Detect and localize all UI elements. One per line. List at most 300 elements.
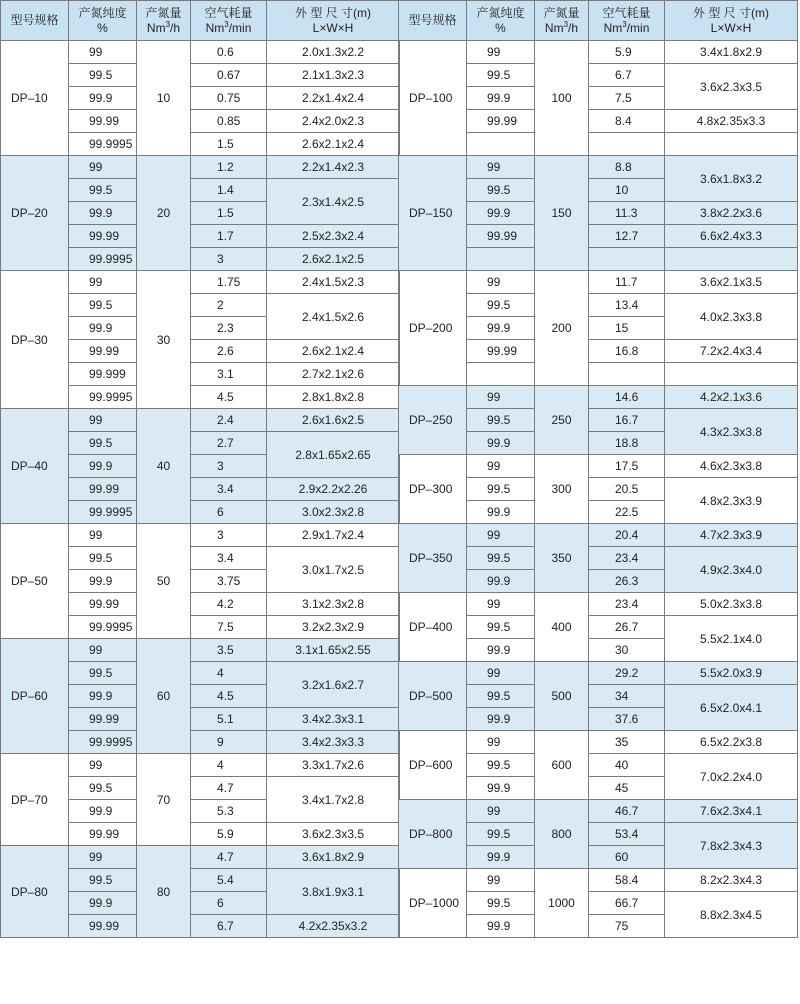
- model-cell: DP–100: [399, 41, 467, 156]
- model-group: [1, 846, 400, 938]
- dimensions-cell: 3.6x2.3x3.5: [267, 823, 400, 846]
- purity-cell: 99.9995: [69, 133, 137, 156]
- model-cell: DP–200: [399, 271, 467, 386]
- header-air: 空气耗量 Nm$^3$/min: [191, 1, 267, 41]
- dimensions-cell: 3.0x1.7x2.5: [267, 547, 400, 593]
- dimensions-cell: 2.6x1.6x2.5: [267, 409, 400, 432]
- purity-cell: 99.5: [69, 64, 137, 87]
- purity-cell: 99.9: [467, 708, 535, 731]
- air-consumption-cell: 75: [589, 915, 665, 938]
- header-purity: 产氮纯度 %: [69, 1, 137, 41]
- dimensions-cell: 2.6x2.1x2.4: [267, 340, 400, 363]
- purity-cell: 99: [467, 271, 535, 294]
- air-consumption-cell: 0.75: [191, 87, 267, 110]
- dimensions-cell: 5.5x2.1x4.0: [665, 616, 798, 662]
- dimensions-cell: 3.2x2.3x2.9: [267, 616, 400, 639]
- purity-cell: 99.99: [69, 915, 137, 938]
- purity-cell: 99: [467, 524, 535, 547]
- purity-cell: 99: [69, 271, 137, 294]
- table-row: [399, 524, 798, 547]
- model-group: [1, 524, 400, 639]
- purity-cell: 99.99: [467, 110, 535, 133]
- purity-cell: 99.9995: [69, 248, 137, 271]
- purity-cell: 99.99: [69, 823, 137, 846]
- dimensions-cell: [665, 363, 798, 386]
- table-row: [1, 524, 400, 547]
- purity-cell: 99.5: [69, 179, 137, 202]
- air-consumption-cell: 3.4: [191, 478, 267, 501]
- dimensions-cell: 4.7x2.3x3.9: [665, 524, 798, 547]
- dimensions-cell: 2.1x1.3x2.3: [267, 64, 400, 87]
- dimensions-cell: 4.2x2.35x3.2: [267, 915, 400, 938]
- air-consumption-cell: [589, 363, 665, 386]
- model-group: [1, 41, 400, 156]
- purity-cell: 99.9: [467, 846, 535, 869]
- purity-cell: 99: [69, 41, 137, 64]
- model-group: [1, 156, 400, 271]
- dimensions-cell: 3.0x2.3x2.8: [267, 501, 400, 524]
- dimensions-cell: 3.1x1.65x2.55: [267, 639, 400, 662]
- flow-cell: 70: [137, 754, 191, 846]
- air-consumption-cell: 2.4: [191, 409, 267, 432]
- air-consumption-cell: 3.5: [191, 639, 267, 662]
- air-consumption-cell: 11.3: [589, 202, 665, 225]
- header-model: 型号规格: [1, 1, 69, 41]
- air-consumption-cell: 2.7: [191, 432, 267, 455]
- dimensions-cell: 2.0x1.3x2.2: [267, 41, 400, 64]
- purity-cell: 99.5: [467, 179, 535, 202]
- air-consumption-cell: 17.5: [589, 455, 665, 478]
- air-consumption-cell: 34: [589, 685, 665, 708]
- dimensions-cell: 3.4x2.3x3.1: [267, 708, 400, 731]
- purity-cell: 99.9: [467, 777, 535, 800]
- purity-cell: 99: [467, 800, 535, 823]
- air-consumption-cell: 1.7: [191, 225, 267, 248]
- dimensions-cell: 2.2x1.4x2.4: [267, 87, 400, 110]
- flow-cell: 200: [535, 271, 589, 386]
- model-cell: DP–10: [1, 41, 69, 156]
- air-consumption-cell: 1.5: [191, 202, 267, 225]
- air-consumption-cell: 40: [589, 754, 665, 777]
- dimensions-cell: 3.8x1.9x3.1: [267, 869, 400, 915]
- purity-cell: 99.9: [467, 639, 535, 662]
- flow-cell: 250: [535, 386, 589, 455]
- air-consumption-cell: 23.4: [589, 547, 665, 570]
- header-purity: 产氮纯度 %: [467, 1, 535, 41]
- air-consumption-cell: 4: [191, 662, 267, 685]
- purity-cell: [467, 133, 535, 156]
- air-consumption-cell: 15: [589, 317, 665, 340]
- air-consumption-cell: 8.8: [589, 156, 665, 179]
- dimensions-cell: 3.4x2.3x3.3: [267, 731, 400, 754]
- air-consumption-cell: 0.6: [191, 41, 267, 64]
- dimensions-cell: [665, 248, 798, 271]
- air-consumption-cell: 14.6: [589, 386, 665, 409]
- purity-cell: 99.9995: [69, 501, 137, 524]
- purity-cell: 99.9: [467, 915, 535, 938]
- model-cell: DP–20: [1, 156, 69, 271]
- dimensions-cell: 6.5x2.0x4.1: [665, 685, 798, 731]
- flow-cell: 20: [137, 156, 191, 271]
- air-consumption-cell: 2.3: [191, 317, 267, 340]
- purity-cell: 99.5: [467, 892, 535, 915]
- dimensions-cell: 3.4x1.7x2.8: [267, 777, 400, 823]
- air-consumption-cell: 2.6: [191, 340, 267, 363]
- model-group: [1, 754, 400, 846]
- model-cell: DP–60: [1, 639, 69, 754]
- purity-cell: 99.5: [467, 478, 535, 501]
- air-consumption-cell: 1.4: [191, 179, 267, 202]
- flow-cell: 150: [535, 156, 589, 271]
- air-consumption-cell: 26.3: [589, 570, 665, 593]
- purity-cell: 99.5: [467, 754, 535, 777]
- dimensions-cell: 7.2x2.4x3.4: [665, 340, 798, 363]
- table-row: [1, 639, 400, 662]
- air-consumption-cell: 7.5: [589, 87, 665, 110]
- purity-cell: 99.9995: [69, 731, 137, 754]
- header-model: 型号规格: [399, 1, 467, 41]
- model-group: [399, 662, 798, 731]
- air-consumption-cell: 1.75: [191, 271, 267, 294]
- purity-cell: 99.9: [69, 202, 137, 225]
- air-consumption-cell: 13.4: [589, 294, 665, 317]
- dimensions-cell: 2.8x1.65x2.65: [267, 432, 400, 478]
- air-consumption-cell: 20.4: [589, 524, 665, 547]
- air-consumption-cell: 3.4: [191, 547, 267, 570]
- purity-cell: 99.9: [69, 317, 137, 340]
- purity-cell: 99: [467, 593, 535, 616]
- flow-cell: 40: [137, 409, 191, 524]
- air-consumption-cell: 2: [191, 294, 267, 317]
- air-consumption-cell: 7.5: [191, 616, 267, 639]
- dimensions-cell: 3.6x2.1x3.5: [665, 271, 798, 294]
- model-group: [399, 455, 798, 524]
- purity-cell: 99.99: [69, 340, 137, 363]
- purity-cell: 99.9: [467, 202, 535, 225]
- spec-table-left-panel: [0, 0, 400, 998]
- air-consumption-cell: 60: [589, 846, 665, 869]
- purity-cell: 99.9: [69, 800, 137, 823]
- table-row: [1, 846, 400, 869]
- dimensions-cell: 4.6x2.3x3.8: [665, 455, 798, 478]
- purity-cell: 99: [467, 41, 535, 64]
- flow-cell: 80: [137, 846, 191, 938]
- purity-cell: 99.5: [467, 409, 535, 432]
- dimensions-cell: 4.9x2.3x4.0: [665, 547, 798, 593]
- purity-cell: 99: [467, 455, 535, 478]
- air-consumption-cell: 35: [589, 731, 665, 754]
- air-consumption-cell: 3: [191, 455, 267, 478]
- purity-cell: [467, 248, 535, 271]
- model-group: [1, 271, 400, 409]
- air-consumption-cell: 0.67: [191, 64, 267, 87]
- purity-cell: 99.9: [69, 455, 137, 478]
- dimensions-cell: 4.0x2.3x3.8: [665, 294, 798, 340]
- table-row: [399, 869, 798, 892]
- purity-cell: 99.5: [467, 616, 535, 639]
- air-consumption-cell: 3: [191, 248, 267, 271]
- air-consumption-cell: 29.2: [589, 662, 665, 685]
- air-consumption-cell: 26.7: [589, 616, 665, 639]
- dimensions-cell: 7.6x2.3x4.1: [665, 800, 798, 823]
- flow-cell: 400: [535, 593, 589, 662]
- purity-cell: 99.5: [69, 294, 137, 317]
- model-cell: DP–600: [399, 731, 467, 800]
- air-consumption-cell: 23.4: [589, 593, 665, 616]
- model-cell: DP–30: [1, 271, 69, 409]
- air-consumption-cell: [589, 248, 665, 271]
- air-consumption-cell: 3.75: [191, 570, 267, 593]
- purity-cell: 99.9: [467, 317, 535, 340]
- table-row: [399, 731, 798, 754]
- flow-cell: 600: [535, 731, 589, 800]
- purity-cell: 99: [467, 156, 535, 179]
- flow-cell: 1000: [535, 869, 589, 938]
- model-cell: DP–50: [1, 524, 69, 639]
- header-flow: 产氮量 Nm$^3$/h: [137, 1, 191, 41]
- model-cell: DP–150: [399, 156, 467, 271]
- table-row: [399, 662, 798, 685]
- flow-cell: 300: [535, 455, 589, 524]
- dimensions-cell: 2.4x1.5x2.3: [267, 271, 400, 294]
- purity-cell: 99.99: [467, 340, 535, 363]
- dimensions-cell: 8.2x2.3x4.3: [665, 869, 798, 892]
- air-consumption-cell: 4.7: [191, 846, 267, 869]
- dimensions-cell: 2.5x2.3x2.4: [267, 225, 400, 248]
- dimensions-cell: 2.8x1.8x2.8: [267, 386, 400, 409]
- purity-cell: 99.9: [467, 570, 535, 593]
- dimensions-cell: 3.2x1.6x2.7: [267, 662, 400, 708]
- dimensions-cell: [665, 133, 798, 156]
- model-group: [399, 800, 798, 869]
- air-consumption-cell: 53.4: [589, 823, 665, 846]
- purity-cell: 99.99: [69, 110, 137, 133]
- dimensions-cell: 2.2x1.4x2.3: [267, 156, 400, 179]
- air-consumption-cell: 30: [589, 639, 665, 662]
- purity-cell: 99.5: [467, 685, 535, 708]
- table-row: [1, 156, 400, 179]
- air-consumption-cell: 9: [191, 731, 267, 754]
- flow-cell: 10: [137, 41, 191, 156]
- table-row: [399, 800, 798, 823]
- header-air: 空气耗量 Nm$^3$/min: [589, 1, 665, 41]
- air-consumption-cell: 4.5: [191, 386, 267, 409]
- model-cell: DP–250: [399, 386, 467, 455]
- flow-cell: 350: [535, 524, 589, 593]
- flow-cell: 100: [535, 41, 589, 156]
- purity-cell: 99.99: [69, 478, 137, 501]
- dimensions-cell: 4.8x2.3x3.9: [665, 478, 798, 524]
- model-group: [399, 386, 798, 455]
- air-consumption-cell: 18.8: [589, 432, 665, 455]
- purity-cell: 99: [69, 156, 137, 179]
- dimensions-cell: 2.4x2.0x2.3: [267, 110, 400, 133]
- dimensions-cell: 7.0x2.2x4.0: [665, 754, 798, 800]
- purity-cell: 99: [467, 662, 535, 685]
- flow-cell: 800: [535, 800, 589, 869]
- air-consumption-cell: 6: [191, 501, 267, 524]
- purity-cell: 99.5: [69, 869, 137, 892]
- model-cell: DP–40: [1, 409, 69, 524]
- purity-cell: 99.5: [467, 547, 535, 570]
- air-consumption-cell: 4: [191, 754, 267, 777]
- header-flow: 产氮量 Nm$^3$/h: [535, 1, 589, 41]
- dimensions-cell: 2.3x1.4x2.5: [267, 179, 400, 225]
- purity-cell: 99: [69, 409, 137, 432]
- air-consumption-cell: 6: [191, 892, 267, 915]
- flow-cell: 60: [137, 639, 191, 754]
- purity-cell: 99: [69, 754, 137, 777]
- model-cell: DP–800: [399, 800, 467, 869]
- dimensions-cell: 2.4x1.5x2.6: [267, 294, 400, 340]
- purity-cell: 99.9: [69, 570, 137, 593]
- model-cell: DP–70: [1, 754, 69, 846]
- dimensions-cell: 4.2x2.1x3.6: [665, 386, 798, 409]
- purity-cell: 99.99: [467, 225, 535, 248]
- purity-cell: 99: [69, 639, 137, 662]
- air-consumption-cell: 5.9: [191, 823, 267, 846]
- dimensions-cell: 3.8x2.2x3.6: [665, 202, 798, 225]
- table-row: [399, 593, 798, 616]
- air-consumption-cell: 4.7: [191, 777, 267, 800]
- air-consumption-cell: 0.85: [191, 110, 267, 133]
- purity-cell: 99.99: [69, 708, 137, 731]
- dimensions-cell: 2.9x2.2x2.26: [267, 478, 400, 501]
- air-consumption-cell: 4.2: [191, 593, 267, 616]
- purity-cell: 99: [69, 846, 137, 869]
- purity-cell: 99: [69, 524, 137, 547]
- purity-cell: 99.5: [69, 432, 137, 455]
- dimensions-cell: 6.5x2.2x3.8: [665, 731, 798, 754]
- dimensions-cell: 2.7x2.1x2.6: [267, 363, 400, 386]
- purity-cell: 99.5: [69, 777, 137, 800]
- air-consumption-cell: 12.7: [589, 225, 665, 248]
- purity-cell: 99.9: [467, 87, 535, 110]
- air-consumption-cell: 5.9: [589, 41, 665, 64]
- model-cell: DP–1000: [399, 869, 467, 938]
- air-consumption-cell: 5.4: [191, 869, 267, 892]
- dimensions-cell: 3.6x1.8x3.2: [665, 156, 798, 202]
- dimensions-cell: 3.1x2.3x2.8: [267, 593, 400, 616]
- air-consumption-cell: 46.7: [589, 800, 665, 823]
- dimensions-cell: 5.0x2.3x3.8: [665, 593, 798, 616]
- purity-cell: 99.5: [467, 294, 535, 317]
- purity-cell: 99.99: [69, 225, 137, 248]
- table-row: [399, 41, 798, 64]
- model-group: [399, 271, 798, 386]
- purity-cell: 99: [467, 869, 535, 892]
- table-row: [1, 409, 400, 432]
- model-group: [399, 524, 798, 593]
- dimensions-cell: 3.4x1.8x2.9: [665, 41, 798, 64]
- table-row: [399, 386, 798, 409]
- air-consumption-cell: 3.1: [191, 363, 267, 386]
- air-consumption-cell: 6.7: [589, 64, 665, 87]
- air-consumption-cell: 8.4: [589, 110, 665, 133]
- purity-cell: 99.5: [467, 64, 535, 87]
- air-consumption-cell: 58.4: [589, 869, 665, 892]
- dimensions-cell: 6.6x2.4x3.3: [665, 225, 798, 248]
- purity-cell: 99: [467, 386, 535, 409]
- model-group: [399, 41, 798, 156]
- air-consumption-cell: 11.7: [589, 271, 665, 294]
- table-row: [1, 754, 400, 777]
- purity-cell: 99: [467, 731, 535, 754]
- dimensions-cell: 3.6x2.3x3.5: [665, 64, 798, 110]
- purity-cell: 99.5: [467, 823, 535, 846]
- flow-cell: 30: [137, 271, 191, 409]
- model-group: [399, 593, 798, 662]
- model-cell: DP–350: [399, 524, 467, 593]
- model-cell: DP–400: [399, 593, 467, 662]
- air-consumption-cell: 1.2: [191, 156, 267, 179]
- purity-cell: 99.9995: [69, 386, 137, 409]
- dimensions-cell: 2.6x2.1x2.4: [267, 133, 400, 156]
- model-cell: DP–500: [399, 662, 467, 731]
- purity-cell: 99.9: [69, 685, 137, 708]
- purity-cell: 99.99: [69, 593, 137, 616]
- dimensions-cell: 2.6x2.1x2.5: [267, 248, 400, 271]
- dimensions-cell: 8.8x2.3x4.5: [665, 892, 798, 938]
- model-cell: DP–300: [399, 455, 467, 524]
- dimensions-cell: 3.6x1.8x2.9: [267, 846, 400, 869]
- model-group: [1, 409, 400, 524]
- model-group: [399, 869, 798, 938]
- air-consumption-cell: 10: [589, 179, 665, 202]
- table-row: [399, 156, 798, 179]
- dimensions-cell: 4.8x2.35x3.3: [665, 110, 798, 133]
- table-row: [399, 455, 798, 478]
- air-consumption-cell: 45: [589, 777, 665, 800]
- purity-cell: [467, 363, 535, 386]
- air-consumption-cell: 3: [191, 524, 267, 547]
- spec-table-left: [0, 0, 400, 938]
- air-consumption-cell: 5.1: [191, 708, 267, 731]
- air-consumption-cell: 6.7: [191, 915, 267, 938]
- dimensions-cell: 5.5x2.0x3.9: [665, 662, 798, 685]
- purity-cell: 99.9995: [69, 616, 137, 639]
- model-group: [1, 639, 400, 754]
- model-cell: DP–80: [1, 846, 69, 938]
- table-row: [1, 271, 400, 294]
- purity-cell: 99.999: [69, 363, 137, 386]
- air-consumption-cell: 22.5: [589, 501, 665, 524]
- purity-cell: 99.9: [69, 892, 137, 915]
- model-group: [399, 731, 798, 800]
- flow-cell: 50: [137, 524, 191, 639]
- purity-cell: 99.5: [69, 547, 137, 570]
- table-row: [1, 41, 400, 64]
- air-consumption-cell: 16.8: [589, 340, 665, 363]
- purity-cell: 99.5: [69, 662, 137, 685]
- air-consumption-cell: 16.7: [589, 409, 665, 432]
- header-dimensions: 外 型 尺 寸(m) L×W×H: [267, 1, 400, 41]
- dimensions-cell: 4.3x2.3x3.8: [665, 409, 798, 455]
- dimensions-cell: 3.3x1.7x2.6: [267, 754, 400, 777]
- spec-table-right-panel: [398, 0, 798, 998]
- header-dimensions: 外 型 尺 寸(m) L×W×H: [665, 1, 798, 41]
- purity-cell: 99.9: [467, 432, 535, 455]
- dimensions-cell: 2.9x1.7x2.4: [267, 524, 400, 547]
- table-row: [399, 271, 798, 294]
- air-consumption-cell: 66.7: [589, 892, 665, 915]
- purity-cell: 99.9: [467, 501, 535, 524]
- air-consumption-cell: 20.5: [589, 478, 665, 501]
- air-consumption-cell: 1.5: [191, 133, 267, 156]
- air-consumption-cell: 4.5: [191, 685, 267, 708]
- spec-table-right: [398, 0, 798, 938]
- air-consumption-cell: [589, 133, 665, 156]
